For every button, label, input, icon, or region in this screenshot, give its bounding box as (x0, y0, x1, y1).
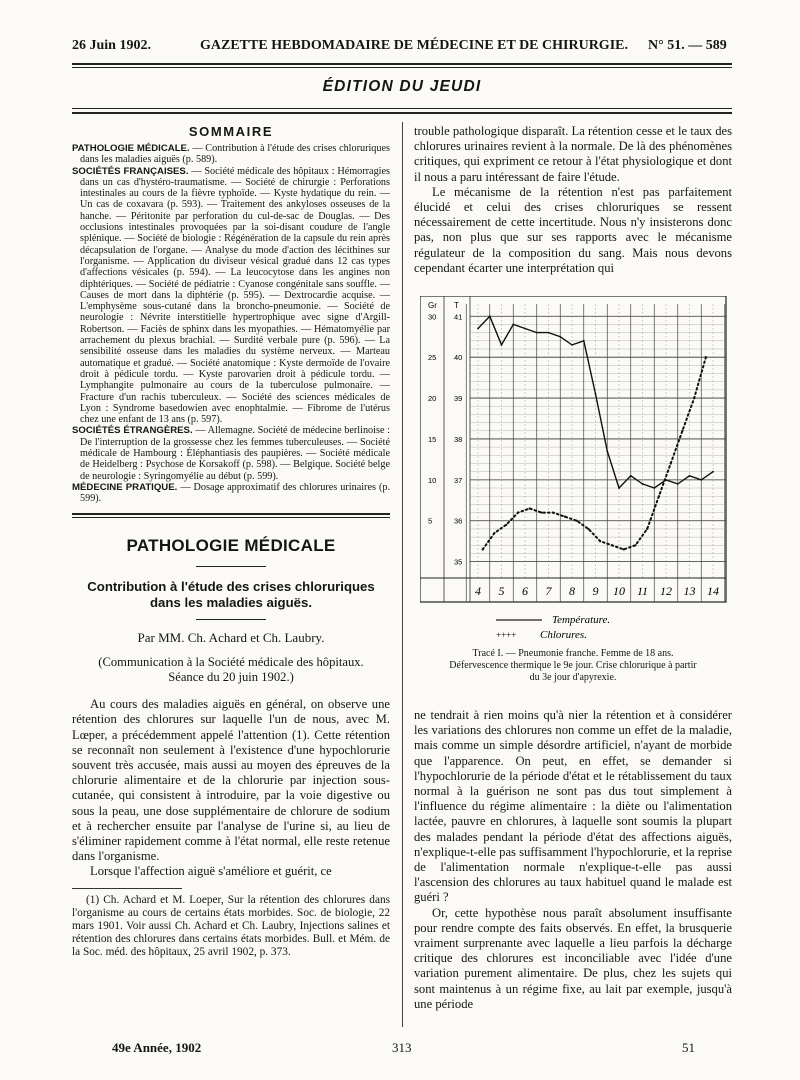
sommaire-heading: MÉDECINE PRATIQUE. (72, 481, 178, 493)
communication-line: Séance du 20 juin 1902.) (168, 669, 294, 684)
temperature-point (689, 475, 691, 477)
temperature-point (501, 344, 503, 346)
right-column-bottom (414, 708, 732, 1012)
temperature-point (489, 315, 491, 317)
day-label: 4 (475, 584, 481, 598)
sommaire-heading: SOCIÉTÉS FRANÇAISES. (72, 165, 189, 177)
sommaire-entry (72, 166, 390, 426)
chart-legend (496, 614, 610, 641)
section-title: PATHOLOGIE MÉDICALE (126, 535, 336, 555)
left-tick-label: 30 (428, 312, 437, 322)
temperature-point (595, 393, 597, 395)
sommaire-rule-thin (72, 517, 390, 518)
chlorures-point (670, 462, 672, 464)
left-tick-label: 25 (428, 353, 437, 363)
sommaire-text: — Dosage approximatif des chlorures urinaires (p. 599). (80, 481, 390, 505)
right-tick-label: 41 (454, 312, 463, 322)
chlorures-point (529, 507, 531, 509)
day-label: 8 (569, 584, 575, 598)
article-body-left (72, 697, 390, 879)
right-axis-label: T (454, 301, 459, 310)
header-rule (72, 63, 732, 65)
legend-marker-chlorures: ++++ (496, 630, 517, 640)
chlorures-point (693, 397, 695, 399)
right-tick-label: 37 (454, 475, 463, 485)
header-number: N° 51. — 589 (648, 38, 727, 53)
chlorures-point (587, 528, 589, 530)
day-label: 14 (707, 584, 719, 598)
chart-caption-line: du 3e jour d'apyrexie. (529, 672, 617, 683)
temperature-point (677, 483, 679, 485)
sommaire-entry (72, 143, 390, 166)
header-rule-thin (72, 67, 732, 68)
day-label: 5 (498, 584, 505, 598)
paragraph: ne tendrait à rien moins qu'à nier la rétention et à considérer les variations des chlorures non comme un effet de la maladie, mais comme un simple désordre artificiel, n'ayant de morbide que l'apparence. On peut, en effet, se demander si l'hypochlorurie de la période d'état et le rétablissement du taux normal à la guérison ne sont pas dus tout simplement à l'influence du régime alimentaire : la diète ou l'alimentation lactée, pauvre en chlorures, à laquelle sont soumis la plupart des malades pendant la période d'état des affections aiguës, n'explique-t-elle pas suffisamment l'hypochlorurie, et la reprise de l'alimentation normale n'explique-t-elle pas aussi l'ascension des chlorures au taux habituel quand le malade est guéri ? (414, 708, 732, 905)
left-tick-label: 10 (428, 475, 437, 485)
article-communication (72, 655, 390, 685)
chlorures-point (681, 430, 683, 432)
chlorures-point (576, 520, 578, 522)
day-label: 9 (592, 584, 599, 598)
legend-chlorures: Chlorures. (540, 629, 587, 641)
temperature-point (700, 479, 702, 481)
paragraph: Au cours des maladies aiguës en général, on observe une rétention des chlorures sur laquelle l'un de nous, avec M. Lœper, a précédemment appelé l'attention (1). Cette rétention se reconnaît non seulement à l'existence d'une hypochlorurie souvent très accusée, mais aussi au moyen des épreuves de la chlorurie alimentaire et de la chlorurie par injection sous-cutanée, qui consistent à introduire, par la voie digestive ou sous la peau, une dose supplémentaire de chlorure de sodium et à rechercher ensuite par l'analyse de l'urine si, au lieu de s'éliminer rapidement comme à l'état normal, elle reste retenue dans l'organisme. (72, 697, 390, 864)
temperature-point (559, 336, 561, 338)
right-tick-label: 38 (454, 434, 463, 444)
chlorures-point (540, 511, 542, 513)
footnote-rule (72, 888, 182, 889)
chart-grid (420, 296, 726, 602)
edition-rule-thick (72, 112, 732, 114)
section-rule (196, 566, 266, 567)
temperature-point (524, 328, 526, 330)
temperature-point (712, 471, 714, 473)
edition-title: ÉDITION DU JEUDI (322, 78, 482, 95)
day-label: 13 (683, 584, 696, 598)
sommaire-text: — Allemagne. Société de médecine berlinoise : De l'interruption de la grossesse chez les femmes tuberculeuses. — Société médicale de Hambourg : Éléphantiasis des paupières. — Société médicale de Heidelberg : Psychose de Korsakoff (p. 598). — Belgique. Société belge de neurologie : Syringomyélie au début (p. 599). (80, 425, 390, 482)
paragraph: Or, cette hypothèse nous paraît absolument insuffisante pour rendre compte des faits observés. En effet, la brusquerie vraiment surprenante avec laquelle a lieu parfois la décharge critique des chlorures est inconciliable avec l'idée d'une variation purement alimentaire. De plus, chez les sujets qui sont maintenus à un régime fixe, au lait par exemple, jusqu'à une période (414, 905, 732, 1011)
header-date: 26 Juin 1902. (72, 38, 151, 53)
temperature-point (583, 340, 585, 342)
temperature-point (548, 332, 550, 334)
article-byline: Par MM. Ch. Achard et Ch. Laubry. (137, 629, 325, 645)
chart-caption-line: Défervescence thermique le 9e jour. Crise chlorurique à partir (449, 660, 697, 671)
footer-page-total: 313 (392, 1040, 412, 1055)
left-tick-label: 20 (428, 394, 437, 404)
temperature-point (642, 483, 644, 485)
header-journal: GAZETTE HEBDOMADAIRE DE MÉDECINE ET DE CHIRURGIE. (200, 38, 628, 53)
right-tick-label: 36 (454, 516, 463, 526)
sommaire-heading: PATHOLOGIE MÉDICALE. (72, 143, 190, 154)
chlorures-point (564, 516, 566, 518)
article-title-line: Contribution à l'étude des crises chloruriques (87, 578, 375, 594)
day-label: 11 (636, 584, 649, 598)
right-tick-label: 35 (454, 557, 463, 567)
right-tick-label: 39 (454, 394, 463, 404)
right-column-top (414, 124, 732, 276)
footnote-text: (1) Ch. Achard et M. Loeper, Sur la rétention des chlorures dans l'organisme au cours de certains états morbides. Soc. de biologie, 22 mars 1901. Voir aussi Ch. Achard et Ch. Laubry, Injections salines et rétention des chlorures dans certains états morbides. Bull. et Mém. de la Soc. méd. des hôpitaux, 25 avril 1902, p. 373. (72, 893, 390, 959)
footer-sheet: 51 (682, 1040, 695, 1055)
temperature-point (630, 475, 632, 477)
day-label: 7 (545, 584, 552, 598)
chlorures-point (646, 528, 648, 530)
sommaire-text: — Société médicale des hôpitaux : Hémorragies dans un cas d'hystéro-traumatisme. — Société de chirurgie : Perforations intestinales au cours de la fièvre typhoïde. — Kyste hydatique du rein. — Un cas de coxavara (p. 593). — Traitement des ankyloses osseuses de la hanche. — Péritonite par perforation du cul-de-sac de Douglas. — Des occlusions intestinales provoquées par la soi-disant coudure de l'angle splénique. — Société de biologie : Régénération de la capsule du rein après décapsulation de l'organe. — Analyse du mode d'action des lécithines sur l'organisme. — Application du diviseur vésical gradué dans 12 cas types d'affections vésicales (p. 594). — La leucocytose dans les angines non diphtériques. — Société de pédiatrie : Cyanose congénitale sans souffle. — Causes de mort dans la diphtérie (p. 595). — Dextrocardie acquise. — L'emphysème sous-cutané dans la broncho-pneumonie. — Société de neurologie : Névrite interstitielle hypertrophique avec signe d'Argill-Robertson. — Faciès de sphinx dans les myopathies. — Hématomyélie par arrachement du plexus brachial. — Surdité verbale pure (p. 596). — La sensibilité osseuse dans les maladies du système nerveux. — Marteau automatique et gradué. — Société anatomique : Kyste dermoïde de l'ovaire droit à pédicule tordu. — Kyste parovarien droit à pédicule tordu. — Lymphangite pulmonaire au cours de la tuberculose pulmonaire. — Fracture d'un rachis tuberculeux. — Société des sciences médicales de Lyon : Syndrome basedowien avec enophtalmie. — Fibrome de l'utérus chez une enfant de 13 ans (p. 597). (80, 165, 390, 426)
communication-line: (Communication à la Société médicale des hôpitaux. (98, 654, 364, 669)
article-title-line: dans les maladies aiguës. (150, 594, 312, 610)
chlorures-point (505, 524, 507, 526)
paragraph: Le mécanisme de la rétention n'est pas parfaitement élucidé et celui des crises chloruriques se ressent nécessairement de cette incertitude. Nous n'y insisterons donc pas, non plus que sur ses rapports avec le mécanisme régulateur de la composition du sang. Mais nous devons cependant écarter une interprétation qui (414, 184, 732, 275)
chlorures-point (634, 544, 636, 546)
column-divider (402, 122, 403, 1027)
day-label: 6 (522, 584, 528, 598)
left-tick-label: 5 (428, 516, 433, 526)
right-tick-label: 40 (454, 353, 463, 363)
title-rule (196, 619, 266, 620)
temperature-point (618, 487, 620, 489)
edition-rule (72, 108, 732, 109)
chart-frame (420, 296, 726, 602)
temperature-point (512, 324, 514, 326)
chart-title: Tracé I. — Pneumonie franche. Femme de 18 ans. (472, 648, 674, 659)
paragraph: trouble pathologique disparaît. La rétention cesse et le taux des chlorures urinaires revient à la normale. De là des phénomènes critiques, qui expriment ce retour à l'état physiologique et dont il nous a paru intéressant de faire l'étude. (414, 124, 732, 184)
chlorures-point (552, 511, 554, 513)
sommaire-entry (72, 482, 390, 505)
chlorures-point (599, 540, 601, 542)
temperature-point (571, 344, 573, 346)
chart-caption (414, 648, 732, 684)
sommaire-rule (72, 513, 390, 515)
sommaire-entry (72, 425, 390, 481)
sommaire-title: SOMMAIRE (188, 124, 274, 139)
sommaire-heading: SOCIÉTÉS ÉTRANGÈRES. (72, 425, 193, 437)
chlorures-point (611, 544, 613, 546)
temperature-point (653, 487, 655, 489)
left-tick-label: 15 (428, 434, 437, 444)
chlorures-point (623, 548, 625, 550)
temperature-point (606, 450, 608, 452)
legend-temperature: Température. (552, 614, 611, 626)
chlorures-point (705, 356, 707, 358)
paragraph: Lorsque l'affection aiguë s'améliore et guérit, ce (90, 864, 332, 879)
left-axis-label: Gr (428, 301, 437, 310)
chlorures-point (482, 548, 484, 550)
chlorures-point (493, 532, 495, 534)
left-column (72, 124, 390, 960)
chlorures-point (658, 495, 660, 497)
temperature-point (536, 332, 538, 334)
chlorures-point (517, 511, 519, 513)
day-label: 12 (660, 584, 672, 598)
article-title (72, 579, 390, 611)
footnote (72, 894, 390, 960)
temperature-point (477, 328, 479, 330)
sommaire (72, 143, 390, 505)
sommaire-text: — Contribution à l'étude des crises chloruriques dans les maladies aiguës (p. 589). (80, 143, 390, 166)
temperature-chart (420, 296, 736, 670)
day-label: 10 (613, 584, 625, 598)
footer-year: 49e Année, 1902 (112, 1040, 202, 1055)
